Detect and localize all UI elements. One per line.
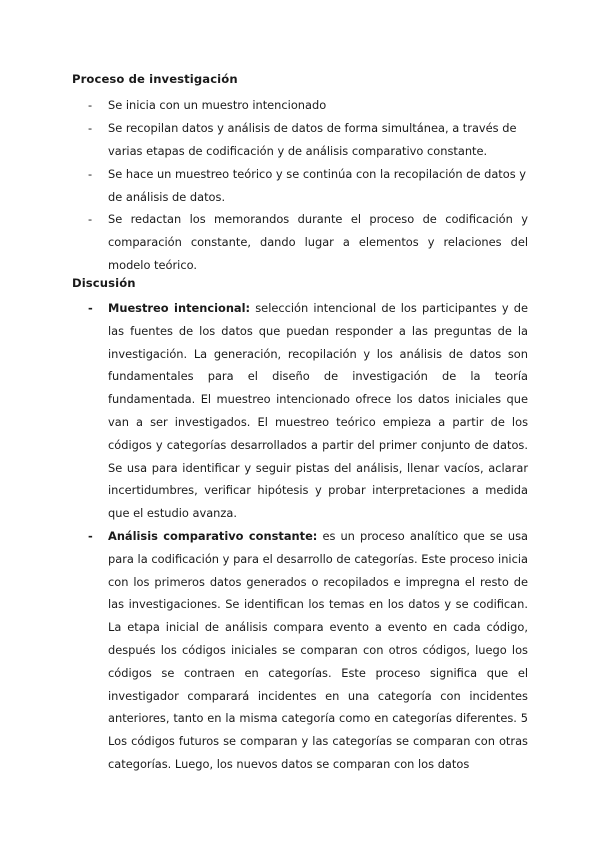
list-item-text: Se inicia con un muestro intencionado [108, 98, 327, 112]
list-item-text: Se hace un muestreo teórico y se continúa con la recopilación de datos y de análisis de datos. [108, 167, 527, 204]
list-dash: - [88, 98, 93, 112]
list-dash: - [88, 529, 93, 543]
term-description: selección intencional de los participantes y de las fuentes de los datos que puedan responder a las preguntas de la investigación. La generación, recopilación y los análisis de datos son fundamentales para el diseño de investigación de la teoría fundamentada. El muestreo intencionado ofrece los datos iniciales que van a ser investigados. El muestreo teórico empieza a partir de los códigos y categorías desarrollados a partir del primer conjunto de datos. Se usa para identificar y seguir pistas del análisis, llenar vacíos, aclarar incertidumbres, verificar hipótesis y probar interpretaciones a medida que el estudio avanza. [108, 301, 529, 521]
section-heading-proceso: Proceso de investigación [72, 72, 238, 86]
term-label: Muestreo intencional: [108, 301, 251, 315]
list-dash: - [88, 167, 93, 181]
list-item-text: Se recopilan datos y análisis de datos de forma simultánea, a través de varias etapas de codificación y de análisis comparativo constante. [108, 121, 517, 158]
term-label: Análisis comparativo constante: [108, 529, 318, 543]
term-description: es un proceso analítico que se usa para la codificación y para el desarrollo de categorías. Este proceso inicia con los primeros datos generados o recopilados e impregna el resto de las investigaciones. Se identifican los temas en los datos y se codifican. La etapa inicial de análisis compara evento a evento en cada código, después los códigos iniciales se comparan con otros códigos, luego los códigos se contraen en categorías. Este proceso significa que el investigador comparará incidentes en una categoría con incidentes anteriores, tanto en la misma categoría como en categorías diferentes. 5 Los códigos futuros se comparan y las categorías se comparan con otras categorías. Luego, los nuevos datos se comparan con los datos [108, 529, 528, 771]
list-dash: - [88, 212, 93, 226]
list-dash: - [88, 121, 93, 135]
list-item-text [108, 525, 528, 776]
list-item-text [108, 297, 528, 525]
list-dash: - [88, 301, 93, 315]
section-heading-discusion: Discusión [72, 276, 136, 290]
list-item-text: Se redactan los memorandos durante el proceso de codificación y comparación constante, dando lugar a elementos y relaciones del modelo teórico. [108, 212, 528, 272]
